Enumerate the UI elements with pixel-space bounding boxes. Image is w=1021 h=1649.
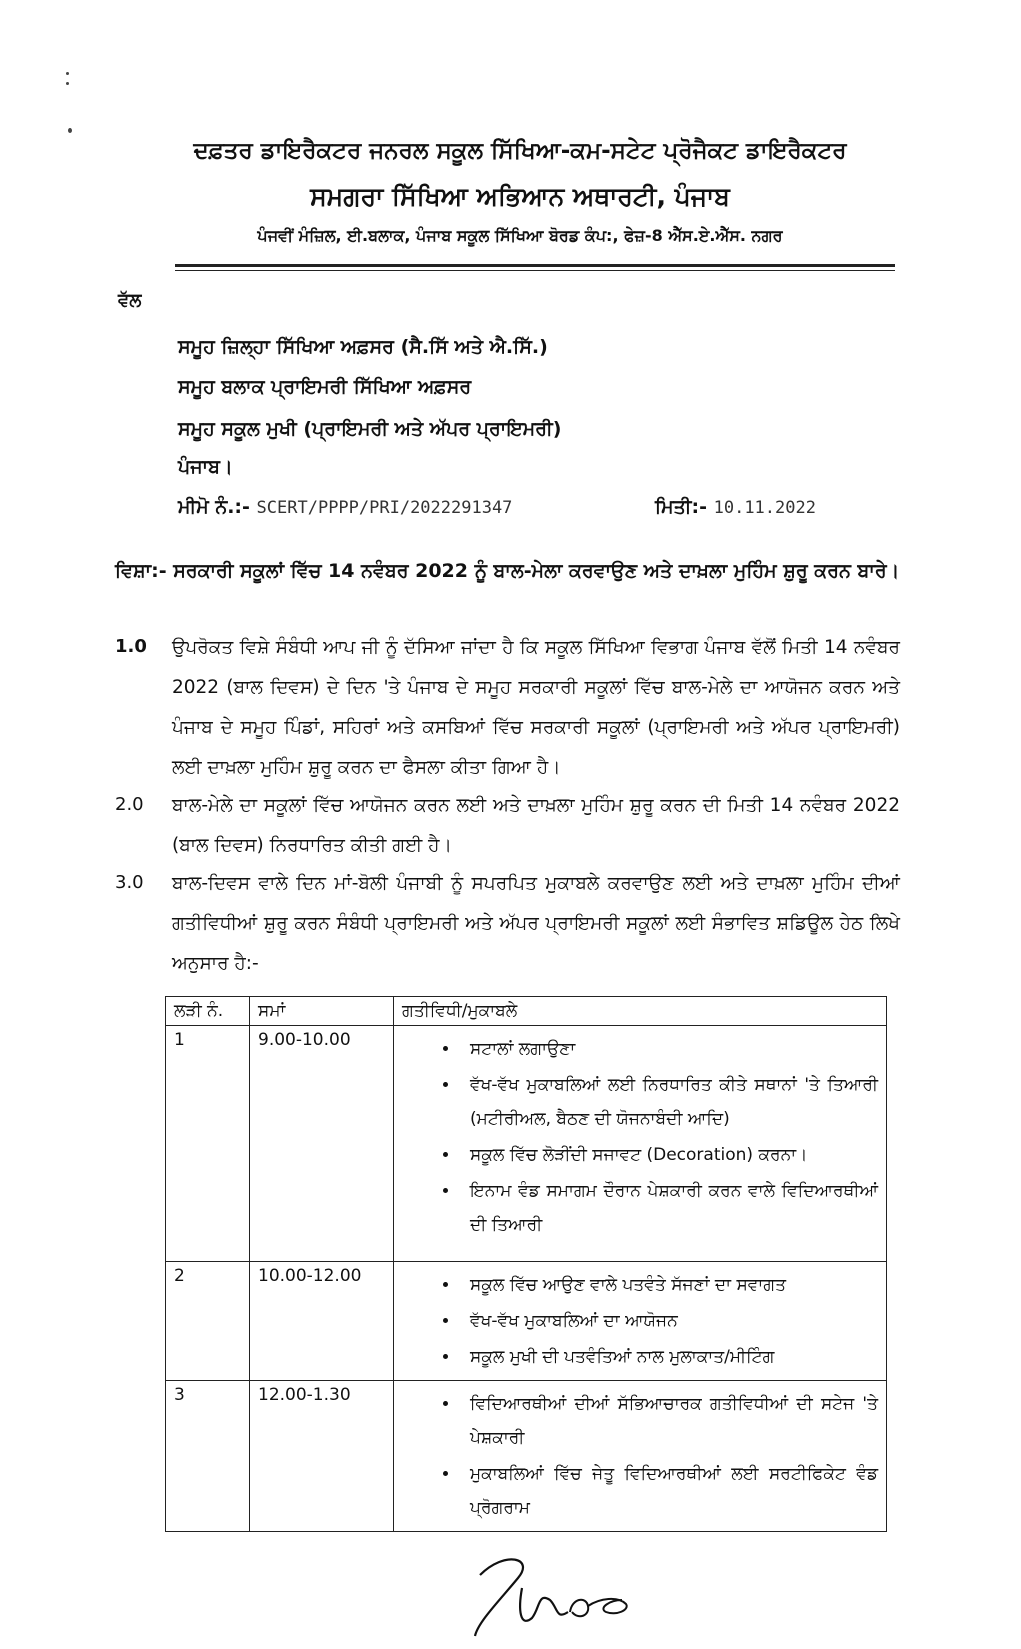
activity-item: • ਵੱਖ-ਵੱਖ ਮੁਕਾਬਲਿਆਂ ਦਾ ਆਯੋਜਨ <box>460 1304 878 1338</box>
authority-title: ਸਮਗਰਾ ਸਿੱਖਿਆ ਅਭਿਆਨ ਅਥਾਰਟੀ, ਪੰਜਾਬ <box>310 182 730 211</box>
paragraph: ਬਾਲ-ਮੇਲੇ ਦਾ ਸਕੂਲਾਂ ਵਿੱਚ ਆਯੋਜਨ ਕਰਨ ਲਈ ਅਤੇ ਦਾਖ਼ਲਾ ਮੁਹਿੰਮ ਸ਼ੁਰੂ ਕਰਨ ਦੀ ਮਿਤੀ 14 ਨਵੰਬਰ 2022 (ਬਾਲ ਦਿਵਸ) ਨਿਰਧਾਰਿਤ ਕੀਤੀ ਗਈ ਹੈ। <box>172 795 900 856</box>
activity-item: • ਇਨਾਮ ਵੰਡ ਸਮਾਗਮ ਦੌਰਾਨ ਪੇਸ਼ਕਾਰੀ ਕਰਨ ਵਾਲੇ ਵਿਦਿਆਰਥੀਆਂ ਦੀ ਤਿਆਰੀ <box>460 1174 878 1242</box>
sr-cell: 1 <box>166 1026 250 1262</box>
activity-item: • ਸਟਾਲਾਂ ਲਗਾਉਣਾ <box>460 1032 878 1066</box>
memo-number: SCERT/PPPP/PRI/2022291347 <box>256 498 513 518</box>
activity-item: • ਮੁਕਾਬਲਿਆਂ ਵਿੱਚ ਜੇਤੂ ਵਿਦਿਆਰਥੀਆਂ ਲਈ ਸਰਟੀਫਿਕੇਟ ਵੰਡ ਪ੍ਰੋਗਰਾਮ <box>460 1457 878 1525</box>
activity-item: • ਸਕੂਲ ਵਿੱਚ ਆਉਣ ਵਾਲੇ ਪਤਵੰਤੇ ਸੱਜਣਾਂ ਦਾ ਸਵਾਗਤ <box>460 1268 878 1302</box>
recipient-line: ਸਮੂਹ ਸਕੂਲ ਮੁਖੀ (ਪ੍ਰਾਇਮਰੀ ਅਤੇ ਅੱਪਰ ਪ੍ਰਾਇਮਰੀ) <box>178 418 562 440</box>
memo-date: 10.11.2022 <box>713 498 816 518</box>
para-number: 3.0 <box>115 872 144 893</box>
header-divider-thin <box>175 270 895 271</box>
paragraph: ਬਾਲ-ਦਿਵਸ ਵਾਲੇ ਦਿਨ ਮਾਂ-ਬੋਲੀ ਪੰਜਾਬੀ ਨੂੰ ਸਪਰਪਿਤ ਮੁਕਾਬਲੇ ਕਰਵਾਉਣ ਲਈ ਅਤੇ ਦਾਖ਼ਲਾ ਮੁਹਿੰਮ ਦੀਆਂ ਗਤੀਵਿਧੀਆਂ ਸ਼ੁਰੂ ਕਰਨ ਸੰਬੰਧੀ ਪ੍ਰਾਇਮਰੀ ਅਤੇ ਅੱਪਰ ਪ੍ਰਾਇਮਰੀ ਸਕੂਲਾਂ ਲਈ ਸੰਭਾਵਿਤ ਸ਼ਡਿਊਲ ਹੇਠ ਲਿਖੇ ਅਨੁਸਾਰ ਹੈ:- <box>172 873 900 974</box>
subject-line: ਵਿਸ਼ਾ:- ਸਰਕਾਰੀ ਸਕੂਲਾਂ ਵਿੱਚ 14 ਨਵੰਬਰ 2022 ਨੂੰ ਬਾਲ-ਮੇਲਾ ਕਰਵਾਉਣ ਅਤੇ ਦਾਖ਼ਲਾ ਮੁਹਿੰਮ ਸ਼ੁਰੂ ਕਰਨ ਬਾਰੇ। <box>115 560 900 582</box>
para-number: 2.0 <box>115 794 144 815</box>
date-label: ਮਿਤੀ:- <box>655 496 707 518</box>
recipient-line: ਪੰਜਾਬ। <box>178 456 233 478</box>
memo-label: ਮੀਮੋ ਨੰ.:- <box>178 496 250 518</box>
time-cell: 9.00-10.00 <box>250 1026 394 1262</box>
activities-cell <box>394 1381 887 1532</box>
office-address: ਪੰਜਵੀਂ ਮੰਜ਼ਿਲ, ਈ.ਬਲਾਕ, ਪੰਜਾਬ ਸਕੂਲ ਸਿੱਖਿਆ ਬੋਰਡ ਕੰਪ:, ਫੇਜ਼-8 ਐੱਸ.ਏ.ਐੱਸ. ਨਗਰ <box>257 226 783 245</box>
activity-item: • ਸਕੂਲ ਵਿੱਚ ਲੋੜੀਂਦੀ ਸਜਾਵਟ (Decoration) ਕਰਨਾ। <box>460 1138 878 1172</box>
scan-speck <box>68 128 72 133</box>
table-row <box>166 1026 887 1262</box>
schedule-table <box>165 996 887 1532</box>
time-cell: 10.00-12.00 <box>250 1262 394 1381</box>
to-label: ਵੱਲ <box>118 290 142 311</box>
recipient-line: ਸਮੂਹ ਜ਼ਿਲ੍ਹਾ ਸਿੱਖਿਆ ਅਫ਼ਸਰ (ਸੈ.ਸਿੱ ਅਤੇ ਐ.ਸਿੱ.) <box>178 336 548 358</box>
table-row <box>166 1381 887 1532</box>
header-cell: ਗਤੀਵਿਧੀ/ਮੁਕਾਬਲੇ <box>394 997 887 1026</box>
header-cell: ਸਮਾਂ <box>250 997 394 1026</box>
recipient-line: ਸਮੂਹ ਬਲਾਕ ਪ੍ਰਾਇਮਰੀ ਸਿੱਖਿਆ ਅਫ਼ਸਰ <box>178 376 472 398</box>
office-title: ਦਫ਼ਤਰ ਡਾਇਰੈਕਟਰ ਜਨਰਲ ਸਕੂਲ ਸਿੱਖਿਆ-ਕਮ-ਸਟੇਟ ਪ੍ਰੋਜੈਕਟ ਡਾਇਰੈਕਟਰ <box>193 138 847 164</box>
scan-speck <box>66 82 69 85</box>
header-cell: ਲੜੀ ਨੰ. <box>166 997 250 1026</box>
para-number: 1.0 <box>115 636 147 657</box>
activity-item: • ਵਿਦਿਆਰਥੀਆਂ ਦੀਆਂ ਸੱਭਿਆਚਾਰਕ ਗਤੀਵਿਧੀਆਂ ਦੀ ਸਟੇਜ 'ਤੇ ਪੇਸ਼ਕਾਰੀ <box>460 1387 878 1455</box>
scan-speck <box>66 72 69 75</box>
signature <box>460 1540 640 1640</box>
memo-line <box>178 496 512 518</box>
date-line <box>655 496 816 518</box>
activities-cell <box>394 1262 887 1381</box>
header-divider <box>175 264 895 267</box>
time-cell: 12.00-1.30 <box>250 1381 394 1532</box>
paragraph: ਉਪਰੋਕਤ ਵਿਸ਼ੇ ਸੰਬੰਧੀ ਆਪ ਜੀ ਨੂੰ ਦੱਸਿਆ ਜਾਂਦਾ ਹੈ ਕਿ ਸਕੂਲ ਸਿੱਖਿਆ ਵਿਭਾਗ ਪੰਜਾਬ ਵੱਲੋਂ ਮਿਤੀ 14 ਨਵੰਬਰ 2022 (ਬਾਲ ਦਿਵਸ) ਦੇ ਦਿਨ 'ਤੇ ਪੰਜਾਬ ਦੇ ਸਮੂਹ ਸਰਕਾਰੀ ਸਕੂਲਾਂ ਵਿੱਚ ਬਾਲ-ਮੇਲੇ ਦਾ ਆਯੋਜਨ ਕਰਨ ਅਤੇ ਪੰਜਾਬ ਦੇ ਸਮੂਹ ਪਿੰਡਾਂ, ਸਹਿਰਾਂ ਅਤੇ ਕਸਬਿਆਂ ਵਿੱਚ ਸਰਕਾਰੀ ਸਕੂਲਾਂ (ਪ੍ਰਾਇਮਰੀ ਅਤੇ ਅੱਪਰ ਪ੍ਰਾਇਮਰੀ) ਲਈ ਦਾਖ਼ਲਾ ਮੁਹਿੰਮ ਸ਼ੁਰੂ ਕਰਨ ਦਾ ਫੈਸਲਾ ਕੀਤਾ ਗਿਆ ਹੈ। <box>172 637 900 778</box>
activity-item: • ਵੱਖ-ਵੱਖ ਮੁਕਾਬਲਿਆਂ ਲਈ ਨਿਰਧਾਰਿਤ ਕੀਤੇ ਸਥਾਨਾਂ 'ਤੇ ਤਿਆਰੀ (ਮਟੀਰੀਅਲ, ਬੈਠਣ ਦੀ ਯੋਜਨਾਬੰਦੀ ਆਦਿ) <box>460 1068 878 1136</box>
table-row <box>166 1262 887 1381</box>
sr-cell: 3 <box>166 1381 250 1532</box>
table-header-row <box>166 997 887 1026</box>
sr-cell: 2 <box>166 1262 250 1381</box>
activity-item: • ਸਕੂਲ ਮੁਖੀ ਦੀ ਪਤਵੰਤਿਆਂ ਨਾਲ ਮੁਲਾਕਾਤ/ਮੀਟਿੰਗ <box>460 1340 878 1374</box>
activities-cell <box>394 1026 887 1262</box>
